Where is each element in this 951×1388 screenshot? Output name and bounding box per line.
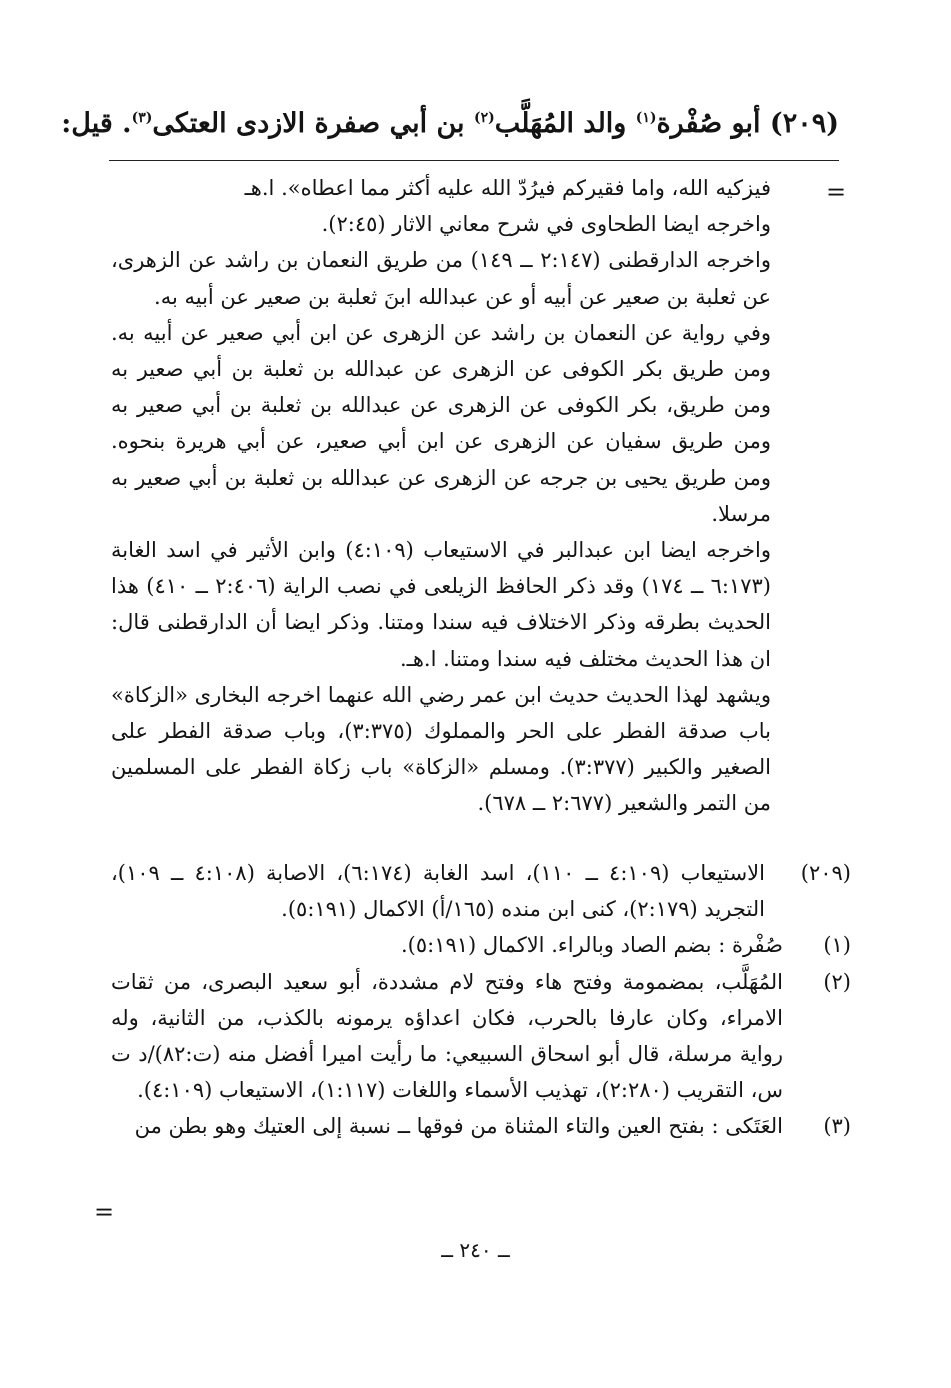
footnote-entry (111, 855, 851, 927)
continuation-paragraph: واخرجه الدارقطنى (٢:١٤٧ ــ ١٤٩) من طريق النعمان بن راشد عن الزهرى، عن ثعلبة بن صعير عن أبيه أو عن عبدالله ابنَ ثعلبة بن صعير عن أبيه به. (111, 248, 771, 309)
footnote-ref-3[interactable]: (٣) (131, 110, 153, 126)
footnote-number: (٢) (823, 969, 851, 994)
footnote-text: صُفْرة : بضم الصاد وبالراء. الاكمال (٥:١٩١). (400, 933, 783, 958)
footnote-number: (٣) (823, 1114, 851, 1139)
continuation-paragraph: واخرجه ايضا الطحاوى في شرح معاني الاثار (٢:٤٥). (321, 212, 771, 237)
footnote-text: العَتَكى : بفتح العين والتاء المثناة من فوقها ــ نسبة إلى العتيك وهو بطن من (134, 1114, 783, 1139)
footnote-number: (١) (823, 933, 851, 958)
continuation-mark-bottom: = (94, 1198, 115, 1226)
footnote-entry (111, 1108, 851, 1144)
heading-text-4: . قيل: (61, 108, 132, 139)
footnote-text: المُهَلَّب، بمضمومة وفتح هاء وفتح لام مشددة، أبو سعيد البصرى، من ثقات الامراء، وكان عارفا بالحرب، فكان اعداؤه يرمونه بالكذب، من الثانية، وله رواية مرسلة، قال أبو اسحاق السبيعي: ما رأيت اميرا أفضل منه (ت:٨٢)/د ت س، التقريب (٢:٢٨٠)، تهذيب الأسماء واللغات (١:١١٧)، الاستيعاب (٤:١٠٩). (111, 969, 783, 1103)
continuation-mark-top: = (826, 178, 847, 206)
footnote-text: الاستيعاب (٤:١٠٩ ــ ١١٠)، اسد الغابة (٦:١٧٤)، الاصابة (٤:١٠٨ ــ ١٠٩)، التجريد (٢:١٧٩)، كنى ابن منده (١٦٥/أ) الاكمال (٥:١٩١). (111, 861, 765, 922)
continuation-paragraph: فيزكيه الله، واما فقيركم فيرُدّ الله عليه أكثر مما اعطاه». ا.هـ (244, 176, 771, 200)
continuation-paragraph: وفي رواية عن النعمان بن راشد عن الزهرى عن ابن أبي صعير عن أبيه به. ومن طريق بكر الكوفى عن الزهرى عن عبدالله بن ثعلبة بن أبي صعير به ومن طريق، بكر الكوفى عن الزهرى عن عبدالله بن ثعلبة بن أبي صعير به ومن طريق سفيان عن الزهرى عن ابن أبي صعير، عن أبي هريرة بنحوه. ومن طريق يحيى بن جرجه عن الزهرى عن عبدالله بن ثعلبة بن أبي صعير به مرسلا. (111, 320, 771, 526)
footnotes (111, 855, 851, 1145)
continuation-paragraph: واخرجه ايضا ابن عبدالبر في الاستيعاب (٤:١٠٩) وابن الأثير في اسد الغابة (٦:١٧٣ ــ ١٧٤) وقد ذكر الحافظ الزيلعى في نصب الراية (٢:٤٠٦ ــ ٤١٠) هذا الحديث بطرقه وذكر الاختلاف فيه سندا ومتنا. وذكر ايضا أن الدارقطنى قال: ان هذا الحديث مختلف فيه سندا ومتنا. ا.هـ. (111, 538, 771, 671)
footnote-entry (111, 964, 851, 1109)
heading-text-1: (٢٠٩) أبو صُفْرة (656, 108, 839, 139)
heading-text-2: والد المُهَلَّب (494, 108, 636, 139)
footnote-separator (109, 160, 839, 161)
footnote-ref-1[interactable]: (١) (635, 110, 657, 126)
continuation-paragraph: ويشهد لهذا الحديث حديث ابن عمر رضي الله عنهما اخرجه البخارى «الزكاة» باب صدقة الفطر على الحر والمملوك (٣:٣٧٥)، وباب صدقة الفطر على الصغير والكبير (٣:٣٧٧). ومسلم «الزكاة» باب زكاة الفطر على المسلمين من التمر والشعير (٢:٦٧٧ ــ ٦٧٨). (111, 682, 771, 816)
heading-text-3: بن أبي صفرة الازدى العتكى (152, 108, 474, 139)
page-number: ــ ٢٤٠ ــ (441, 1238, 510, 1262)
footnote-ref-2[interactable]: (٢) (473, 110, 495, 126)
footnote-number: (٢٠٩) (800, 861, 851, 885)
footnote-continuation (111, 170, 771, 822)
entry-heading (61, 108, 839, 139)
footnote-entry (111, 927, 851, 963)
